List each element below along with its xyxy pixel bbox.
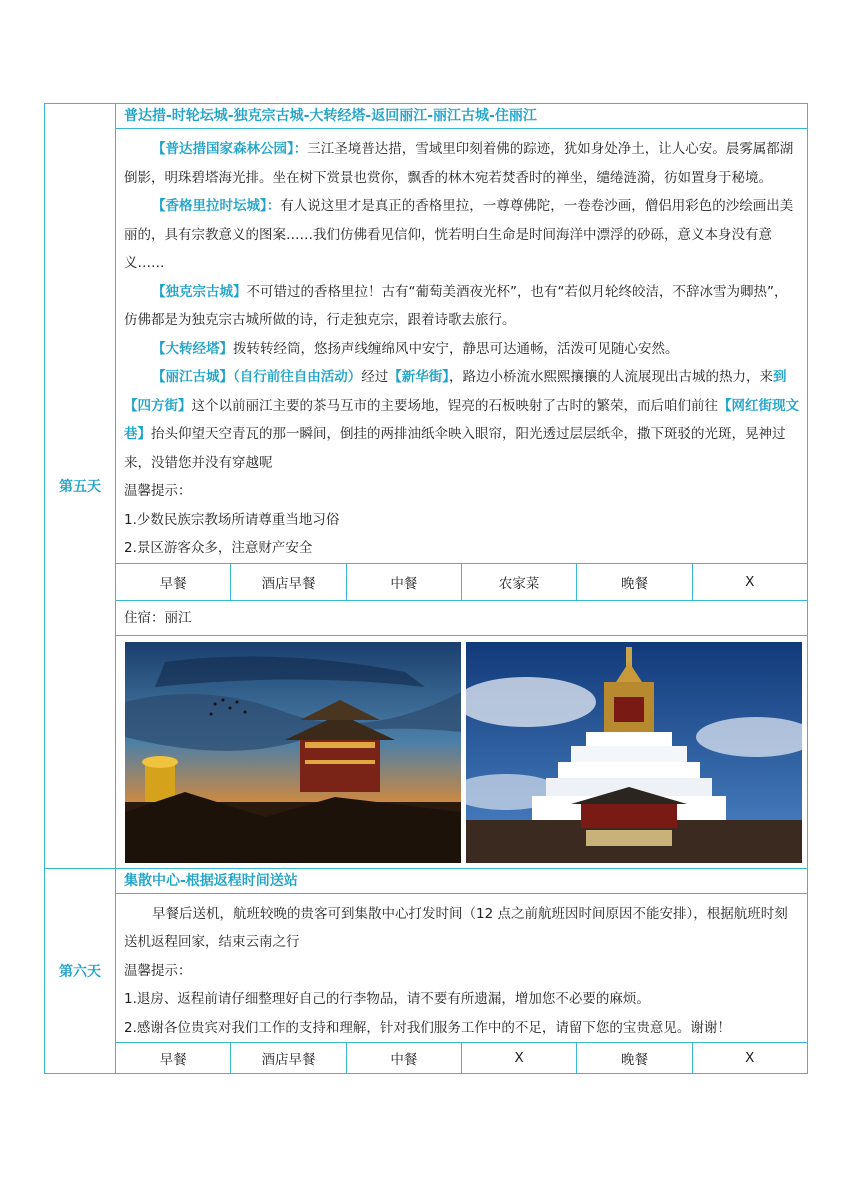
prayer-wheel-text: 拨转转经筒，悠扬声线缠绵风中安宁，静思可达通畅，活泼可见随心安然。: [233, 340, 679, 357]
meal-cell: 农家菜: [462, 564, 577, 600]
day6-route: 集散中心-根据返程时间送站: [116, 869, 807, 894]
day5-para-lijiang: [124, 363, 799, 477]
day6-content: [116, 869, 807, 1074]
white-stupa-photo: [466, 642, 802, 863]
day6-meals: [116, 1042, 807, 1073]
day6-row: [45, 869, 807, 1074]
day5-tip-2: 2.景区游客众多，注意财产安全: [124, 540, 313, 556]
day6-tip-1: 1.退房、返程前请仔细整理好自己的行李物品，请不要有所遗漏，增加您不必要的麻烦。: [124, 991, 650, 1007]
day6-tip-title: 温馨提示：: [124, 962, 192, 979]
day5-tip-1: 1.少数民族宗教场所请尊重当地习俗: [124, 511, 340, 528]
day5-tip-title: 温馨提示：: [124, 483, 192, 499]
day5-description: [116, 129, 807, 563]
day6-label: 第六天: [45, 869, 116, 1074]
day5-accommodation: 住宿：丽江: [116, 600, 807, 635]
meal-cell: 晚餐: [577, 564, 692, 600]
itinerary-table: [44, 103, 808, 1074]
meal-cell: 中餐: [347, 564, 462, 600]
lijiang-text-2: ，路边小桥流水熙熙攘攘的人流展现出古城的热力，来: [449, 369, 773, 385]
day5-label: 第五天: [45, 104, 116, 868]
lijiang-text-4: 抬头仰望天空青瓦的那一瞬间，倒挂的两排油纸伞映入眼帘，阳光透过层层纸伞，撒下斑驳的光斑，晃神过来，没错您并没有穿越呢: [124, 426, 786, 471]
day5-content: [116, 104, 807, 868]
day5-para-mandala: [124, 192, 799, 278]
meal-cell: 中餐: [347, 1043, 462, 1073]
day5-photos: [116, 635, 807, 868]
day5-row: [45, 104, 807, 869]
dukezong-title: 【独克宗古城】: [152, 283, 247, 300]
day6-para: 早餐后送机，航班较晚的贵客可到集散中心打发时间（12 点之前航班因时间原因不能安排），根据航班时刻送机返程回家，结束云南之行: [124, 905, 788, 950]
meal-cell: 酒店早餐: [231, 564, 346, 600]
temple-sunset-photo: [125, 642, 461, 863]
mandala-text: 有人说这里才是真正的香格里拉，一尊尊佛陀，一卷卷沙画，僧侣用彩色的沙绘画出美丽的，具有宗教意义的图案……我们仿佛看见信仰，恍若明白生命是时间海洋中漂浮的砂砾，意义本身没有意义……: [124, 198, 794, 271]
dukezong-text: 不可错过的香格里拉！古有“葡萄美酒夜光杯”，也有“若似月轮终皎洁，不辞冰雪为卿热”，仿佛都是为独克宗古城所做的诗，行走独克宗，跟着诗歌去旅行。: [124, 283, 788, 328]
meal-cell: 酒店早餐: [231, 1043, 346, 1073]
pudacuo-title: 【普达措国家森林公园】：: [152, 141, 308, 157]
day5-para-dukezong: [124, 278, 799, 335]
day6-tip-2: 2.感谢各位贵宾对我们工作的支持和理解，针对我们服务工作中的不足，请留下您的宝贵意见。谢谢！: [124, 1019, 731, 1036]
lijiang-text-3: 这个以前丽江主要的茶马互市的主要场地，锃亮的石板映射了古时的繁荣，而后咱们前往: [191, 397, 718, 414]
day5-meals: [116, 563, 807, 600]
mandala-title: 【香格里拉时坛城】：: [152, 198, 281, 214]
day5-para-pudacuo: [124, 135, 799, 192]
meal-cell: X: [462, 1043, 577, 1073]
lijiang-text-1: 经过: [361, 369, 389, 385]
pudacuo-text: 三江圣境普达措，雪域里印刻着佛的踪迹，犹如身处净土，让人心安。晨雾属都湖倒影，明珠碧塔海光排。坐在树下赏景也赏你，飘香的林木宛若焚香时的禅坐，缱绻涟漪，彷如置身于秘境。: [124, 141, 794, 186]
wenxiang-lane-title: 【网红街现文巷】: [124, 397, 799, 442]
lijiang-title: 【丽江古城】（自行前往自由活动）: [152, 369, 362, 385]
prayer-wheel-title: 【大转经塔】: [152, 340, 233, 357]
xinhua-street-title: 【新华街】: [388, 369, 449, 385]
meal-cell: X: [745, 1050, 755, 1066]
meal-cell: X: [745, 573, 755, 590]
meal-cell: 晚餐: [577, 1043, 692, 1073]
meal-cell: 早餐: [116, 1043, 231, 1073]
sifang-street-title: 到【四方街】: [124, 369, 787, 414]
day6-description: [116, 894, 807, 1043]
day5-para-prayer-wheel: [124, 335, 799, 364]
meal-cell: 早餐: [116, 564, 231, 600]
day5-route: 普达措-时轮坛城-独克宗古城-大转经塔-返回丽江-丽江古城-住丽江: [116, 104, 807, 129]
